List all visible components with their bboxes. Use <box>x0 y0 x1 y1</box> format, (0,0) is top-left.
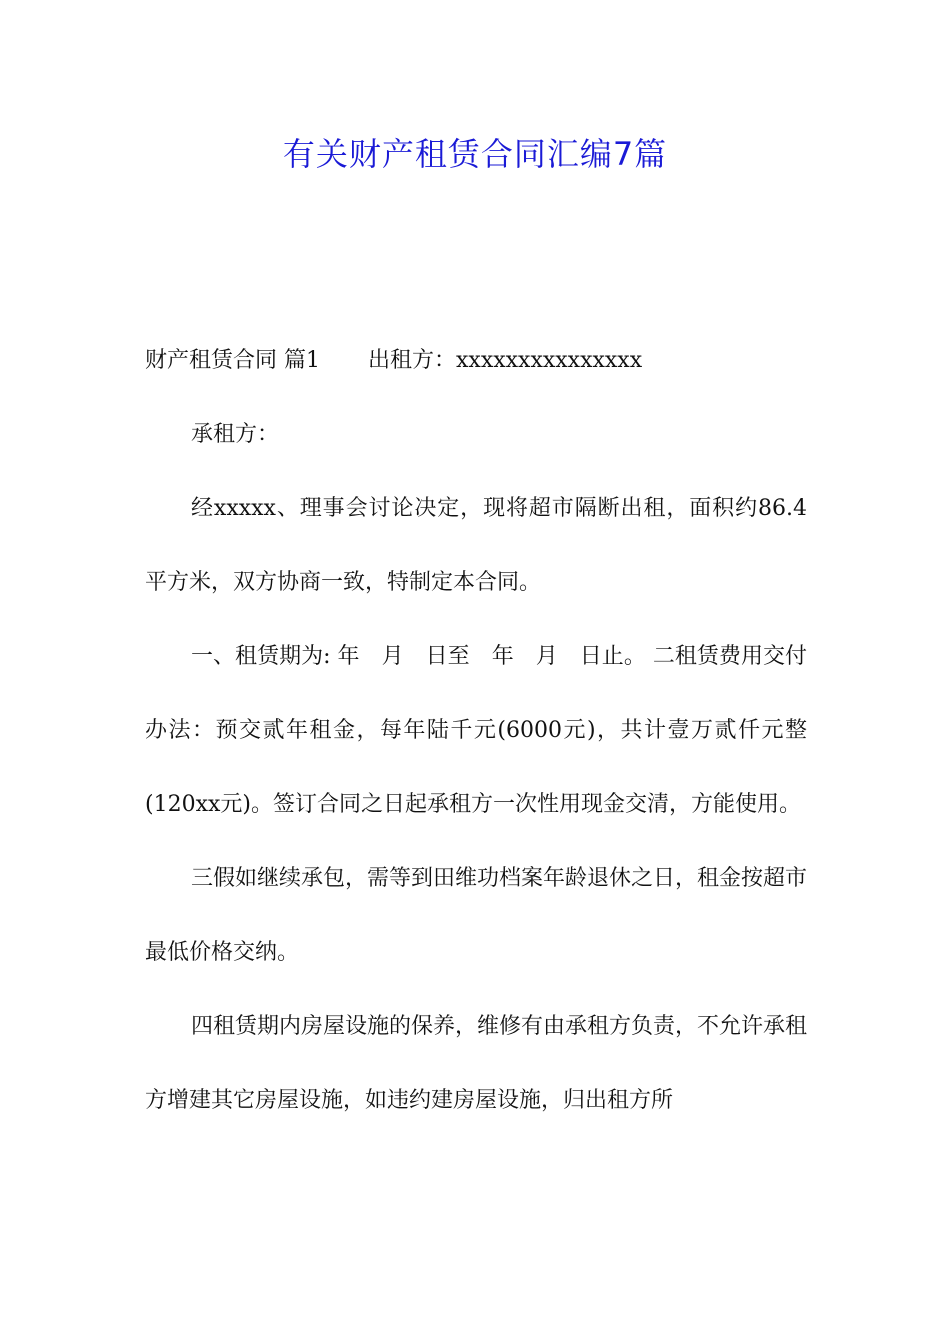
document-title: 有关财产租赁合同汇编7篇 <box>282 135 668 173</box>
lessor-line: 出租方：xxxxxxxxxxxxxxx <box>368 348 643 373</box>
section-heading: 财产租赁合同 篇1 <box>145 348 320 373</box>
paragraph-term-payment: 一、租赁期为: 年 月 日至 年 月 日止。 二租赁费用交付办法：预交贰年租金，每年陆千元(6000元)，共计壹万贰仟元整(120xx元)。签订合同之日起承租方一次性用现金交清，方能使用。 <box>145 644 807 817</box>
paragraph-lessee: 承租方： <box>191 422 280 447</box>
paragraph-intro: 经xxxxx、理事会讨论决定，现将超市隔断出租，面积约86.4平方米，双方协商一致，特制定本合同。 <box>145 496 807 595</box>
document-body <box>145 324 807 1138</box>
paragraph-renewal: 三假如继续承包，需等到田维功档案年龄退休之日，租金按超市最低价格交纳。 <box>145 866 808 965</box>
paragraph-maintenance: 四租赁期内房屋设施的保养，维修有由承租方负责，不允许承租方增建其它房屋设施，如违约建房屋设施，归出租方所 <box>145 1014 808 1113</box>
section-heading-line <box>145 324 807 398</box>
